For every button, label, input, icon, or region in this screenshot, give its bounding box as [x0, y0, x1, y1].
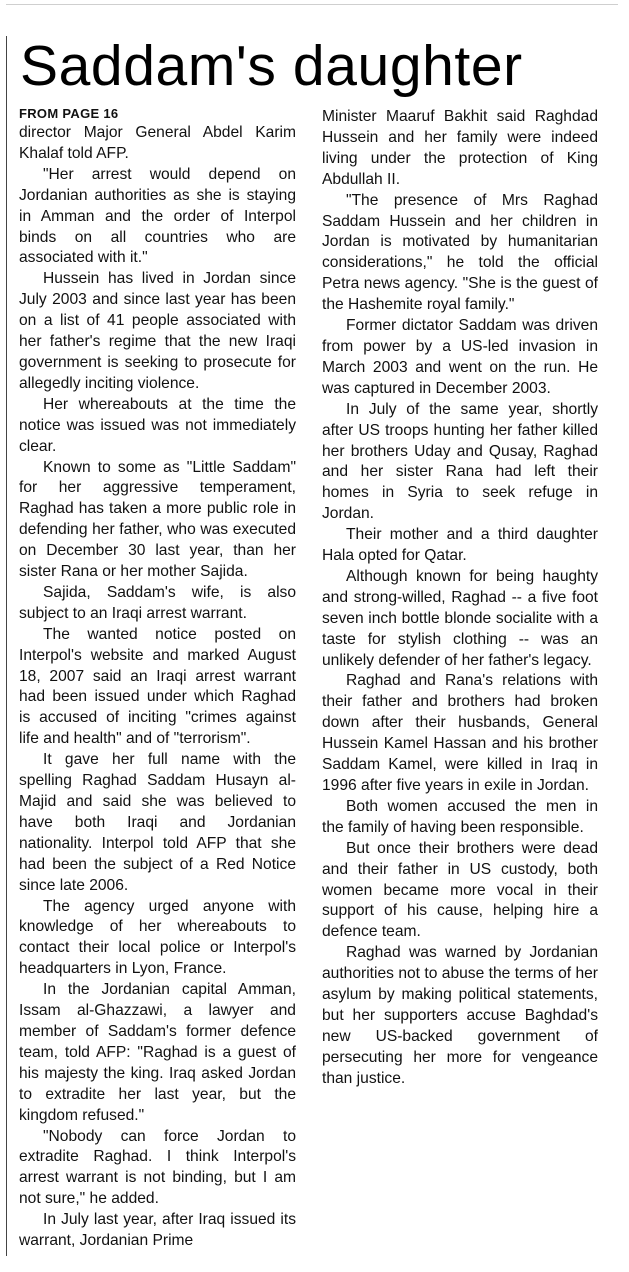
paragraph: Her whereabouts at the time the notice was issued was not immediately clear.: [19, 395, 296, 455]
paragraph: "The presence of Mrs Raghad Saddam Hussein and her children in Jordan is motivated by humanitarian considerations," he told the official Petra news agency. "She is the guest of the Hashemite royal family.": [322, 191, 598, 314]
paragraph: Although known for being haughty and strong-willed, Raghad -- a five foot seven inch bottle blonde socialite with a taste for stylish clothing -- was an unlikely defender of her father's legacy.: [322, 567, 598, 669]
paragraph: "Nobody can force Jordan to extradite Raghad. I think Interpol's arrest warrant is not binding, but I am not sure," he added.: [19, 1127, 296, 1208]
paragraph: But once their brothers were dead and their father in US custody, both women became more vocal in their support of his cause, helping hire a defence team.: [322, 839, 598, 941]
paragraph: Their mother and a third daughter Hala opted for Qatar.: [322, 526, 598, 565]
paragraph: Known to some as "Little Saddam" for her aggressive temperament, Raghad has taken a more public role in defending her father, who was executed on December 30 last year, than her sister Rana or her mother Sajida.: [19, 458, 296, 581]
paragraph: Both women accused the men in the family of having been responsible.: [322, 797, 598, 836]
paragraph: Minister Maaruf Bakhit said Raghdad Hussein and her family were indeed living under the protection of King Abdullah II.: [322, 108, 598, 188]
top-rule: [6, 4, 618, 5]
paragraph: Raghad was warned by Jordanian authorities not to abuse the terms of her asylum by making political statements, but her supporters accuse Baghdad's new US-backed government of persecuting her more for vengeance than justice.: [322, 944, 598, 1087]
paragraph: In July of the same year, shortly after US troops hunting her father killed her brothers Uday and Qusay, Raghad and her sister Rana had left their homes in Syria to seek refuge in Jordan.: [322, 400, 598, 523]
article-column-right: [322, 107, 598, 1090]
paragraph: Sajida, Saddam's wife, is also subject to an Iraqi arrest warrant.: [19, 583, 296, 622]
paragraph: director Major General Abdel Karim Khalaf told AFP.: [19, 124, 296, 162]
paragraph: It gave her full name with the spelling Raghad Saddam Husayn al-Majid and said she was believed to have both Iraqi and Jordanian nationality. Interpol told AFP that she had been the subject of a Red Notice since late 2006.: [19, 751, 296, 894]
headline: Saddam's daughter: [20, 34, 523, 98]
paragraph: Former dictator Saddam was driven from power by a US-led invasion in March 2003 and went on the run. He was captured in December 2003.: [322, 317, 598, 397]
paragraph: Hussein has lived in Jordan since July 2003 and since last year has been on a list of 41 people associated with her father's regime that the new Iraqi government is seeking to prosecute for allegedly inciting violence.: [19, 270, 296, 392]
article-column-left: [19, 105, 296, 1252]
paragraph: The wanted notice posted on Interpol's website and marked August 18, 2007 said an Iraqi arrest warrant had been issued under which Raghad is accused of inciting "crimes against life and health" and of "terrorism".: [19, 625, 296, 748]
left-column-rule: [6, 36, 7, 1256]
from-page-label: FROM PAGE 16: [19, 106, 119, 121]
paragraph: Raghad and Rana's relations with their father and brothers had broken down after their husbands, General Hussein Kamel Hassan and his brother Saddam Kamel, were killed in Iraq in 1996 after five years in exile in Jordan.: [322, 672, 598, 794]
paragraph: In the Jordanian capital Amman, Issam al-Ghazzawi, a lawyer and member of Saddam's former defence team, told AFP: "Raghad is a guest of his majesty the king. Iraq asked Jordan to extradite her last year, but the kingdom refused.": [19, 981, 296, 1124]
paragraph: In July last year, after Iraq issued its warrant, Jordanian Prime: [19, 1211, 296, 1250]
paragraph: "Her arrest would depend on Jordanian authorities as she is staying in Amman and the order of Interpol binds on all countries who are associated with it.": [19, 165, 296, 267]
paragraph: The agency urged anyone with knowledge of her whereabouts to contact their local police or Interpol's headquarters in Lyon, France.: [19, 897, 296, 978]
